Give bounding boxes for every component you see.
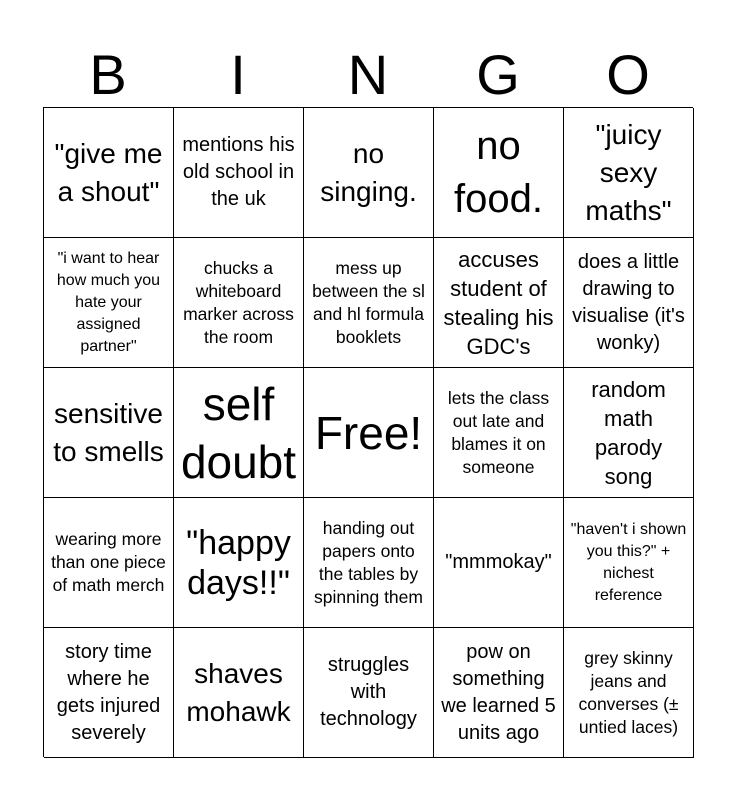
bingo-header xyxy=(43,44,693,106)
bingo-cell[interactable] xyxy=(564,238,694,368)
cell-text: "juicy sexy maths" xyxy=(585,118,672,226)
bingo-cell[interactable] xyxy=(174,368,304,498)
free-space-cell[interactable] xyxy=(304,368,434,498)
cell-text: shaves mohawk xyxy=(186,657,291,727)
header-letter-n: N xyxy=(347,43,389,106)
free-space-text: Free! xyxy=(314,406,423,459)
bingo-cell[interactable] xyxy=(564,628,694,758)
cell-text: grey skinny jeans and converses (± untied laces) xyxy=(578,647,679,737)
bingo-cell[interactable] xyxy=(174,628,304,758)
cell-text: "mmmokay" xyxy=(445,551,552,573)
bingo-cell[interactable] xyxy=(174,238,304,368)
header-letter-o: O xyxy=(606,43,650,106)
cell-text: self doubt xyxy=(180,377,297,488)
bingo-cell[interactable] xyxy=(434,108,564,238)
cell-text: lets the class out late and blames it on someone xyxy=(447,387,550,477)
bingo-cell[interactable] xyxy=(44,628,174,758)
cell-text: sensitive to smells xyxy=(53,397,164,467)
header-letter-b: B xyxy=(89,43,127,106)
bingo-cell[interactable] xyxy=(304,108,434,238)
bingo-cell[interactable] xyxy=(174,498,304,628)
cell-text: handing out papers onto the tables by spinning them xyxy=(314,517,423,607)
bingo-cell[interactable] xyxy=(44,368,174,498)
bingo-cell[interactable] xyxy=(434,368,564,498)
bingo-cell[interactable] xyxy=(564,108,694,238)
bingo-cell[interactable] xyxy=(44,498,174,628)
cell-text: pow on something we learned 5 units ago xyxy=(441,640,556,744)
header-letter-i: I xyxy=(230,43,246,106)
cell-text: struggles with technology xyxy=(320,654,417,730)
bingo-cell[interactable] xyxy=(434,498,564,628)
cell-text: "haven't i shown you this?" + nichest reference xyxy=(570,520,687,604)
bingo-cell[interactable] xyxy=(434,628,564,758)
bingo-cell[interactable] xyxy=(174,108,304,238)
cell-text: story time where he gets injured severely xyxy=(56,640,161,744)
cell-text: mentions his old school in the uk xyxy=(182,134,295,210)
bingo-cell[interactable] xyxy=(304,628,434,758)
cell-text: wearing more than one piece of math merch xyxy=(51,529,166,595)
cell-text: does a little drawing to visualise (it's wonky) xyxy=(572,250,685,354)
bingo-cell[interactable] xyxy=(44,238,174,368)
cell-text: no food. xyxy=(454,123,543,221)
cell-text: mess up between the sl and hl formula booklets xyxy=(312,257,425,347)
bingo-cell[interactable] xyxy=(304,498,434,628)
cell-text: "i want to hear how much you hate your assigned partner" xyxy=(56,249,161,355)
cell-text: "give me a shout" xyxy=(54,137,163,207)
header-letter-g: G xyxy=(476,43,520,106)
bingo-cell[interactable] xyxy=(564,498,694,628)
bingo-cell[interactable] xyxy=(304,238,434,368)
bingo-cell[interactable] xyxy=(564,368,694,498)
cell-text: no singing. xyxy=(320,137,417,207)
cell-text: "happy days!!" xyxy=(186,523,291,602)
bingo-cell[interactable] xyxy=(434,238,564,368)
cell-text: random math parody song xyxy=(591,376,666,489)
bingo-cell[interactable] xyxy=(44,108,174,238)
cell-text: chucks a whiteboard marker across the room xyxy=(183,257,294,347)
cell-text: accuses student of stealing his GDC's xyxy=(443,246,554,359)
bingo-board xyxy=(43,107,693,757)
